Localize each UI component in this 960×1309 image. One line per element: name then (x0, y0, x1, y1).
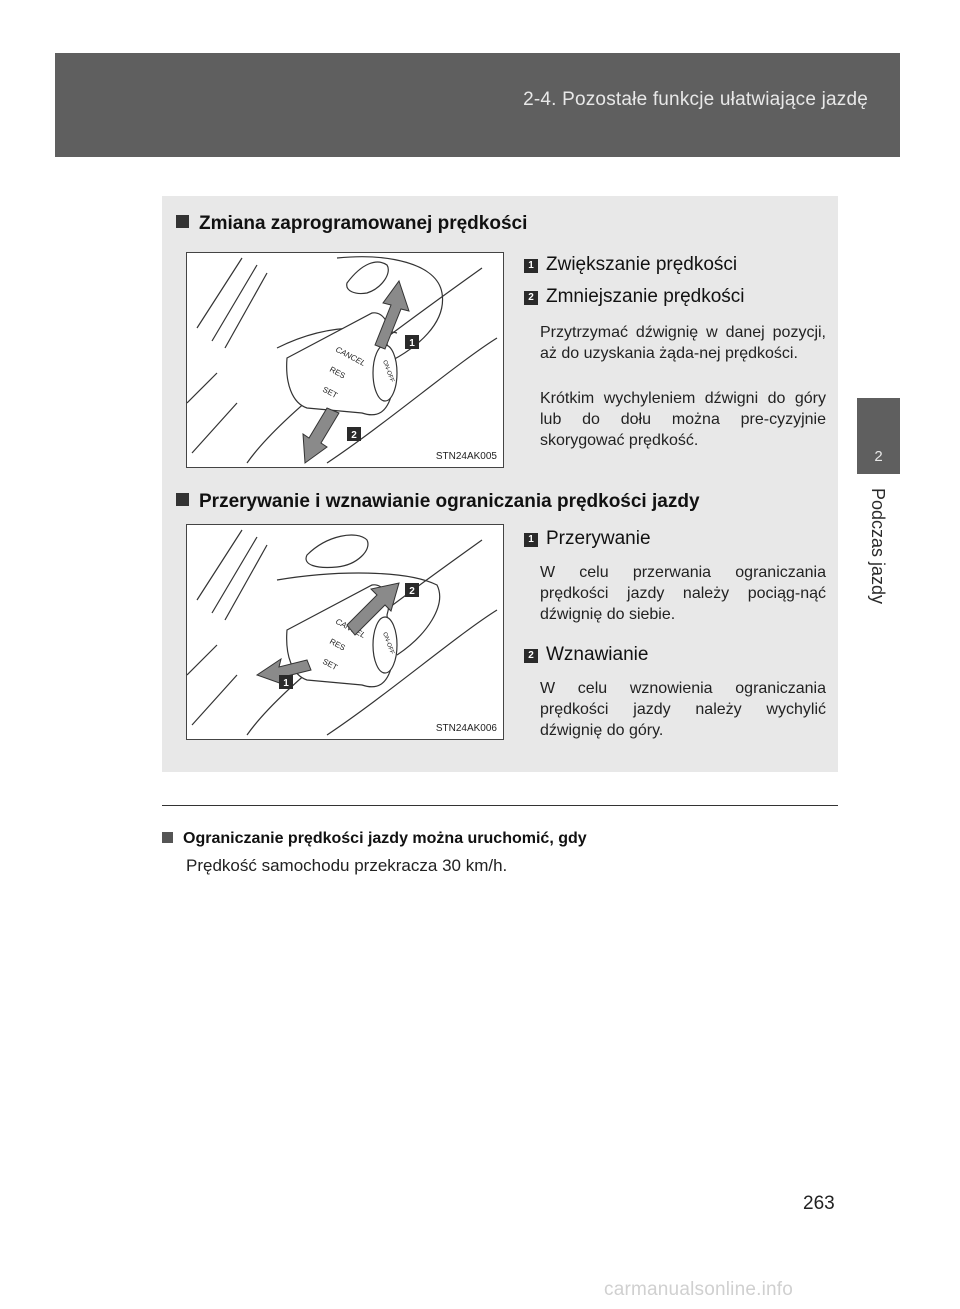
svg-text:1: 1 (283, 678, 289, 689)
svg-text:2: 2 (351, 430, 357, 441)
divider-line (162, 805, 838, 806)
item-resume: 2 Wznawianie (524, 644, 648, 666)
lever-set-label: SET (321, 656, 340, 673)
figure-lever-cancel-resume (186, 524, 504, 740)
lever-cancel-label: CANCEL (334, 344, 367, 369)
section2-resume-text: W celu wznowienia ograniczania prędkości jazdy należy wychylić dźwignię do góry. (540, 680, 826, 739)
bullet-square-icon (162, 832, 173, 843)
svg-text:2: 2 (409, 586, 415, 597)
item-cancel: 1 Przerywanie (524, 528, 651, 550)
number-badge-2: 2 (524, 649, 538, 663)
lever-res-label: RES (328, 364, 347, 381)
figure-code: STN24AK006 (435, 723, 497, 734)
info-panel (162, 196, 838, 772)
lever-onoff-label: ON-OFF (381, 359, 395, 384)
section1-paragraph-1: Przytrzymać dźwignię w danej pozycji, aż do uzyskania żąda-nej prędkości. (540, 324, 826, 362)
chapter-label-text: Podczas jazdy (868, 488, 888, 605)
note-title: Ograniczanie prędkości jazdy można uruchomić, gdy (162, 830, 587, 848)
svg-text:1: 1 (409, 338, 415, 349)
note-text: Prędkość samochodu przekracza 30 km/h. (186, 856, 508, 875)
number-badge-1: 1 (524, 533, 538, 547)
chapter-side-label (858, 488, 898, 638)
figure-code: STN24AK005 (435, 451, 497, 462)
section2-cancel-text: W celu przerwania ograniczania prędkości jazdy należy pociąg-nąć dźwignię do siebie. (540, 564, 826, 623)
item-increase-speed: 1 Zwiększanie prędkości (524, 254, 737, 276)
number-badge-2: 2 (524, 291, 538, 305)
section1-paragraph-2: Krótkim wychyleniem dźwigni do góry lub do dołu można pre-cyzyjnie skorygować prędkość. (540, 390, 826, 449)
section1-title: Zmiana zaprogramowanej prędkości (176, 213, 527, 235)
number-badge-1: 1 (524, 259, 538, 273)
watermark: carmanualsonline.info (604, 1279, 794, 1300)
bullet-square-icon (176, 215, 189, 228)
item-decrease-speed: 2 Zmniejszanie prędkości (524, 286, 745, 308)
bullet-square-icon (176, 493, 189, 506)
lever-onoff-label: ON-OFF (381, 631, 395, 656)
page-number: 263 (803, 1193, 835, 1214)
lever-res-label: RES (328, 636, 347, 653)
header-bar (55, 53, 900, 157)
chapter-number: 2 (874, 448, 883, 465)
chapter-tab (857, 398, 900, 474)
lever-set-label: SET (321, 384, 340, 401)
chapter-title: 2-4. Pozostałe funkcje ułatwiające jazdę (523, 89, 868, 110)
figure-lever-speed-adjust (186, 252, 504, 468)
section2-title: Przerywanie i wznawianie ograniczania prędkości jazdy (176, 491, 700, 513)
